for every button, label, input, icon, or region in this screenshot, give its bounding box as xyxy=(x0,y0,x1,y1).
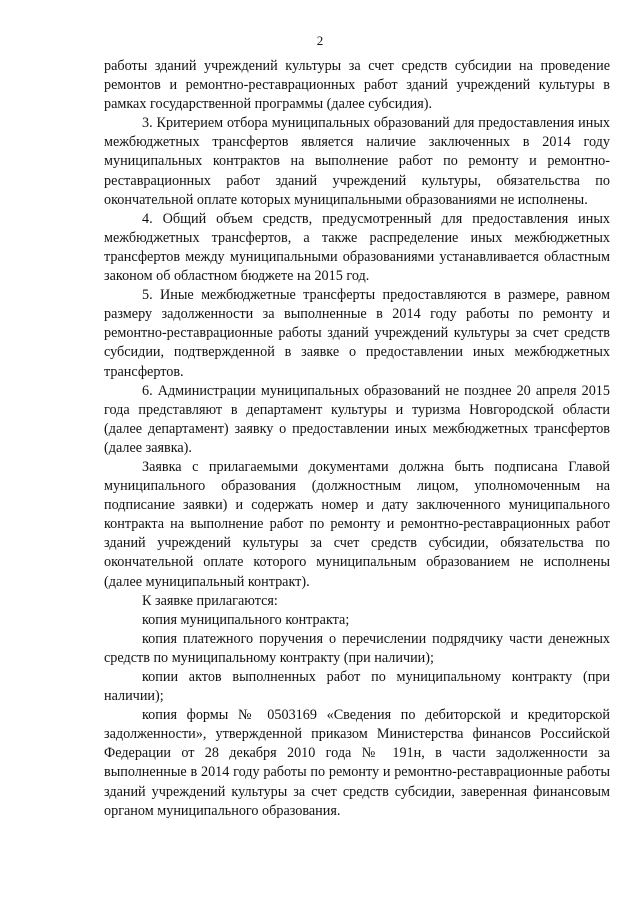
paragraph: работы зданий учреждений культуры за счет средств субсидии на проведение ремонтов и ремонтно-реставрационных работ зданий учреждений культуры в рамках государственной программы (далее субсидия). xyxy=(104,58,610,113)
paragraph: копия муниципального контракта; xyxy=(142,611,350,628)
paragraph: копия формы № 0503169 «Сведения по дебиторской и кредиторской задолженности», утвержденной приказом Министерства финансов Российской Федерации от 28 декабря 2010 года № 191н, в части задолженности за выполненные в 2014 году работы по ремонту и ремонтно-реставрационные работы зданий учреждений культуры за счет средств субсидии, заверенная финансовым органом муниципального образования. xyxy=(104,707,610,819)
paragraph: копия платежного поручения о перечислении подрядчику части денежных средств по муниципальному контракту (при наличии); xyxy=(104,630,610,666)
paragraph: копии актов выполненных работ по муниципальному контракту (при наличии); xyxy=(104,669,610,705)
page-number: 2 xyxy=(316,33,324,48)
paragraph: 6. Администрации муниципальных образований не позднее 20 апреля 2015 года представляют в департамент культуры и туризма Новгородской области (далее департамент) заявку о предоставлении иных межбюджетных трансфертов (далее заявка). xyxy=(104,382,610,456)
document-body xyxy=(104,57,610,821)
paragraph: 5. Иные межбюджетные трансферты предоставляются в размере, равном размеру задолженности за выполненные в 2014 году работы по ремонту и ремонтно-реставрационные работы зданий учреждений культуры за счет средств субсидии, подтвержденной в заявке о предоставлении иных межбюджетных трансфертов. xyxy=(104,287,610,380)
paragraph: 4. Общий объем средств, предусмотренный для предоставления иных межбюджетных трансфертов, а также распределение иных межбюджетных трансфертов между муниципальными образованиями устанавливается областным законом об областном бюджете на 2015 год. xyxy=(104,210,610,285)
paragraph: Заявка с прилагаемыми документами должна быть подписана Главой муниципального образования (должностным лицом, уполномоченным на подписание заявки) и содержать номер и дату заключенного муниципального контракта на выполнение работ по ремонту и ремонтно-реставрационных работ зданий учреждений культуры за счет средств субсидии, обязательства по окончательной оплате которого муниципальным образованием не исполнены (далее муниципальный контракт). xyxy=(104,458,610,590)
paragraph: 3. Критерием отбора муниципальных образований для предоставления иных межбюджетных трансфертов является наличие заключенных в 2014 году муниципальных контрактов на выполнение работ по ремонту и ремонтно-реставрационных работ зданий учреждений культуры, обязательства по окончательной оплате которых муниципальными образованиями не исполнены. xyxy=(104,115,610,208)
paragraph: К заявке прилагаются: xyxy=(142,592,278,609)
